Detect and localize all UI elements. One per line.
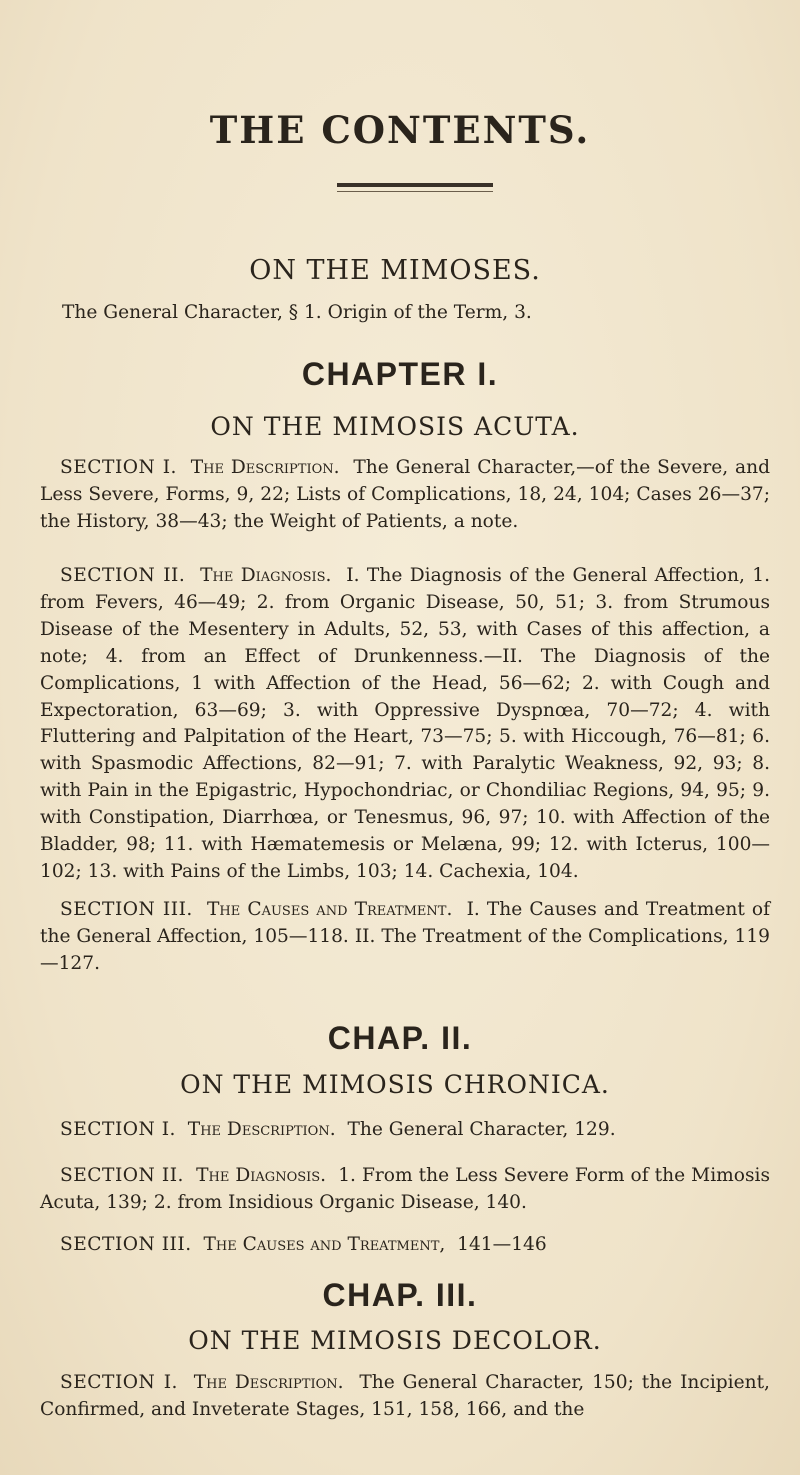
chapter-1-section-3	[40, 897, 770, 978]
section-label: SECTION II.	[60, 565, 186, 586]
chapter-1-section-1	[40, 455, 770, 536]
section-name: The Diagnosis.	[200, 565, 332, 586]
chapter-3-subheading: ON THE MIMOSIS DECOLOR.	[188, 1326, 602, 1355]
section-name: The Description.	[187, 1119, 336, 1140]
chapter-2-section-1	[40, 1117, 770, 1144]
section-text: 141—146	[457, 1234, 547, 1255]
chapter-1-subheading: ON THE MIMOSIS ACUTA.	[210, 412, 580, 441]
section-name: The Description.	[190, 457, 340, 478]
section-name: The Diagnosis.	[196, 1165, 327, 1186]
chapter-2-section-3	[40, 1232, 770, 1259]
section-text: The General Character, 129.	[347, 1119, 616, 1140]
section-label: SECTION I.	[60, 1119, 176, 1140]
part-heading: ON THE MIMOSES.	[249, 255, 541, 286]
title-rule-thin	[337, 191, 493, 192]
chapter-3-section-1	[40, 1370, 770, 1424]
chapter-1-heading: CHAPTER I.	[301, 356, 499, 392]
section-label: SECTION I.	[60, 457, 177, 478]
title-rule	[337, 183, 493, 187]
section-label: SECTION III.	[60, 1234, 192, 1255]
section-label: SECTION I.	[60, 1372, 178, 1393]
section-label: SECTION II.	[60, 1165, 184, 1186]
chapter-2-section-2	[40, 1163, 770, 1217]
section-text: I. The Diagnosis of the General Affection, 1. from Fevers, 46—49; 2. from Organic Disease, 50, 51; 3. from Strumous Disease of the Mesentery in Adults, 52, 53, with Cases of this affection, a note; 4. from an Effect of Drunkenness.—II. The Diagnosis of the Complications, 1 with Affection of the Head, 56—62; 2. with Cough and Expectoration, 63—69; 3. with Oppressive Dyspnœa, 70—72; 4. with Fluttering and Palpitation of the Heart, 73—75; 5. with Hiccough, 76—81; 6. with Spasmodic Affections, 82—91; 7. with Paralytic Weakness, 92, 93; 8. with Pain in the Epigastric, Hypochondriac, or Chondiliac Regions, 94, 95; 9. with Constipation, Diarrhœa, or Tenesmus, 96, 97; 10. with Affection of the Bladder, 98; 11. with Hæmatemesis or Melæna, 99; 12. with Icterus, 100—102; 13. with Pains of the Limbs, 103; 14. Cachexia, 104.	[40, 565, 771, 882]
section-text: I. The Causes and Treatment of the General Affection, 105—118. II. The Treatment of the Complications, 119—127.	[40, 899, 770, 974]
intro-line: The General Character, § 1. Origin of the Term, 3.	[62, 302, 532, 323]
section-text: The General Character, 150; the Incipient, Confirmed, and Inveterate Stages, 151, 158, 166, and the	[40, 1372, 770, 1420]
section-name: The Causes and Treatment.	[207, 899, 453, 920]
section-name: The Causes and Treatment,	[203, 1234, 446, 1255]
section-text: The General Character,—of the Severe, and Less Severe, Forms, 9, 22; Lists of Complications, 18, 24, 104; Cases 26—37; the History, 38—43; the Weight of Patients, a note.	[40, 457, 770, 532]
section-name: The Description.	[193, 1372, 344, 1393]
chapter-2-subheading: ON THE MIMOSIS CHRONICA.	[180, 1070, 610, 1099]
chapter-3-heading: CHAP. III.	[322, 1277, 478, 1313]
chapter-1-section-2	[40, 563, 770, 886]
section-text: 1. From the Less Severe Form of the Mimosis Acuta, 139; 2. from Insidious Organic Disease, 140.	[40, 1165, 771, 1213]
section-label: SECTION III.	[60, 899, 193, 920]
page-title: THE CONTENTS.	[209, 108, 591, 152]
chapter-2-heading: CHAP. II.	[327, 1020, 473, 1056]
